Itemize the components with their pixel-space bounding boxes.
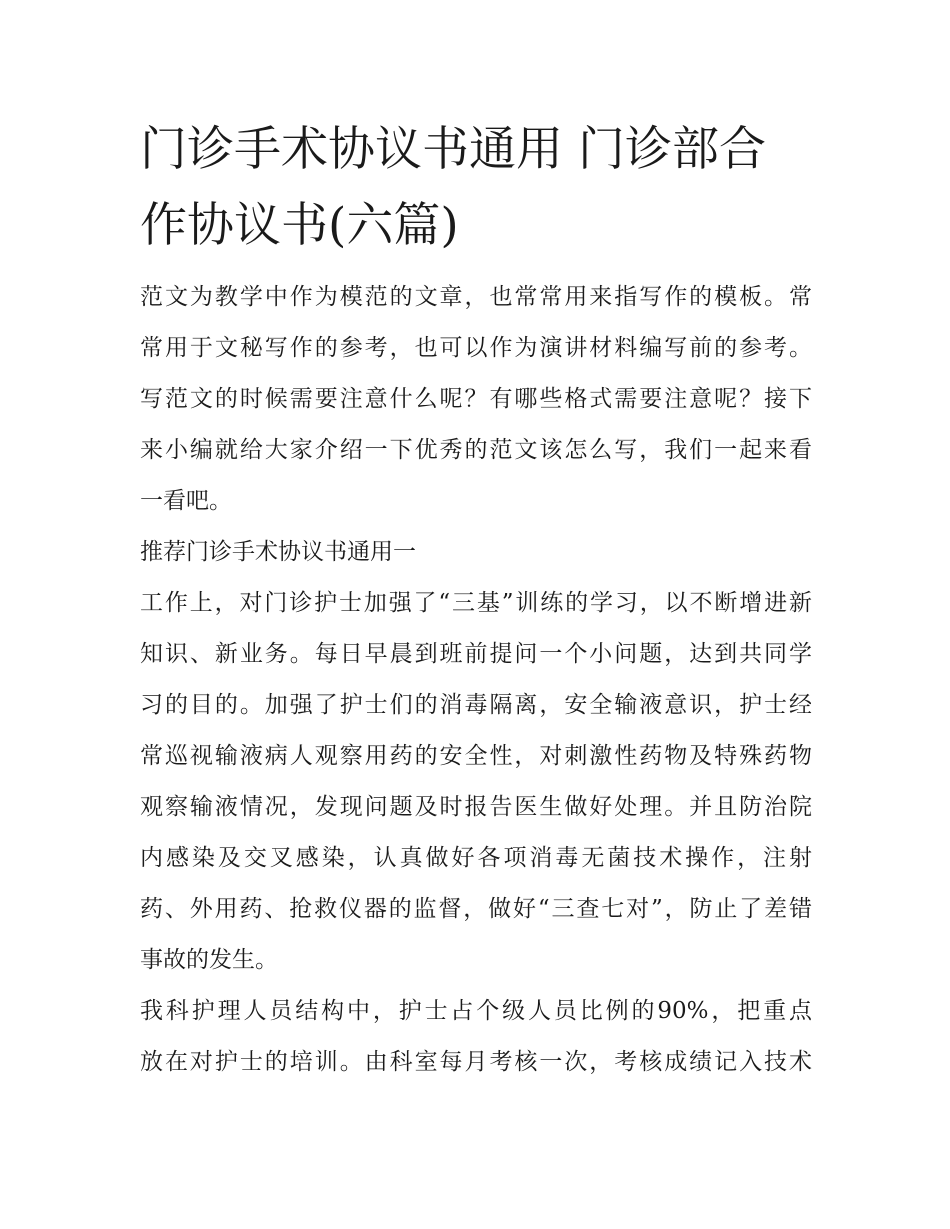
intro-paragraph [140,272,812,527]
paragraph-1-line-6: 内感染及交叉感染，认真做好各项消毒无菌技术操作，注射 [140,845,812,871]
title-line-1: 门诊手术协议书通用 门诊部合 [140,122,766,177]
paragraph-2-line-2: 放在对护士的培训。由科室每月考核一次，考核成绩记入技术 [140,1049,812,1075]
paragraph-1-line-5: 观察输液情况，发现问题及时报告医生做好处理。并且防治院 [140,794,812,820]
intro-line-1: 范文为教学中作为模范的文章，也常常用来指写作的模板。常 [140,284,812,310]
title-line-2: 作协议书(六篇) [140,198,459,253]
document-page [140,112,812,1088]
paragraph-1-line-1: 工作上，对门诊护士加强了“三基”训练的学习，以不断增进新 [140,590,812,616]
paragraph-2 [140,986,812,1088]
paragraph-1-line-8: 事故的发生。 [140,947,278,973]
paragraph-1-line-7: 药、外用药、抢救仪器的监督，做好“三查七对”，防止了差错 [140,896,812,922]
paragraph-1-line-2: 知识、新业务。每日早晨到班前提问一个小问题，达到共同学 [140,641,812,667]
intro-line-5: 一看吧。 [140,488,232,514]
document-title [140,112,812,264]
paragraph-1 [140,578,812,986]
paragraph-1-line-3: 习的目的。加强了护士们的消毒隔离，安全输液意识，护士经 [140,692,812,718]
paragraph-1-line-4: 常巡视输液病人观察用药的安全性，对刺激性药物及特殊药物 [140,743,812,769]
intro-line-4: 来小编就给大家介绍一下优秀的范文该怎么写，我们一起来看 [140,437,812,463]
paragraph-2-line-1: 我科护理人员结构中，护士占个级人员比例的90%，把重点 [140,998,812,1024]
section-heading: 推荐门诊手术协议书通用一 [140,539,416,565]
intro-line-3: 写范文的时候需要注意什么呢？有哪些格式需要注意呢？接下 [140,386,812,412]
intro-line-2: 常用于文秘写作的参考，也可以作为演讲材料编写前的参考。 [140,335,812,361]
